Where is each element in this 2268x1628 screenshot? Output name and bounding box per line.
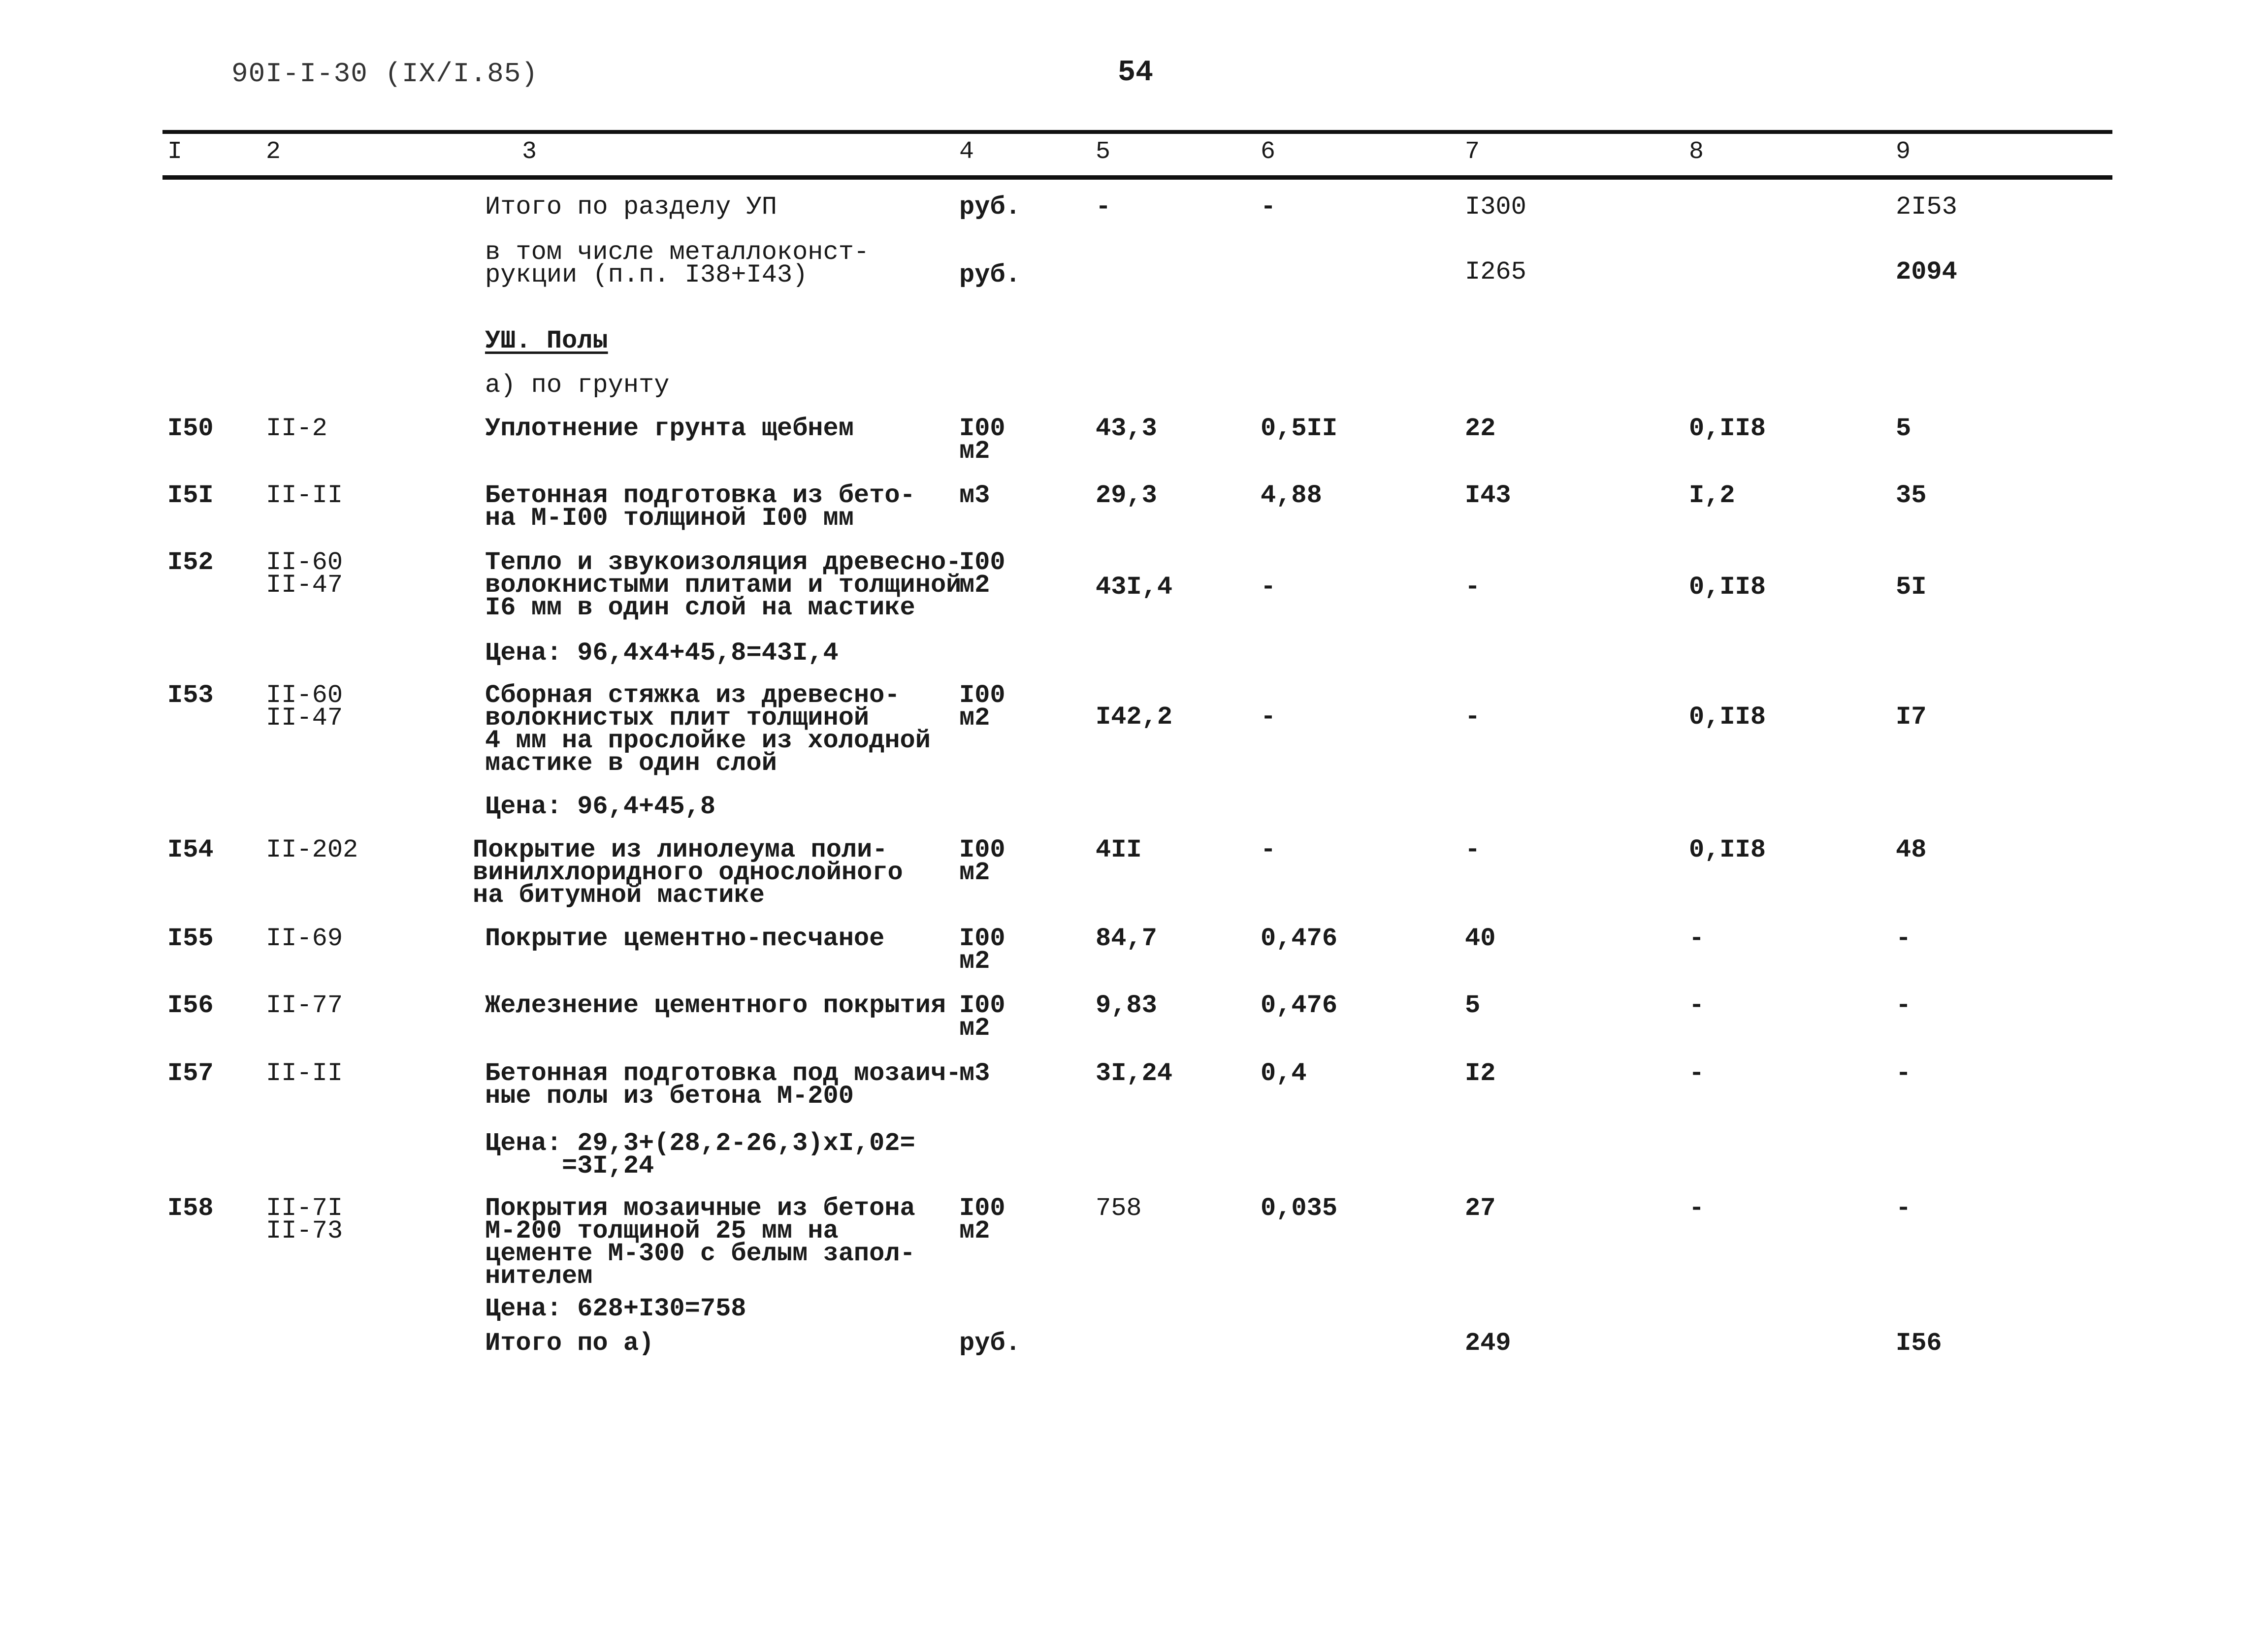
row-number: I55 xyxy=(167,924,214,953)
price-note: Цена: 628+I30=758 xyxy=(485,1294,746,1323)
document-code: 90I-I-30 (IX/I.85) xyxy=(231,58,538,90)
row-price: - xyxy=(1096,192,1111,222)
row-code: II-2 xyxy=(266,414,327,443)
page-header xyxy=(0,49,2268,94)
row-unit: I00 м2 xyxy=(959,681,1005,733)
row-price: 43,3 xyxy=(1096,414,1157,443)
row-unit: I00 м2 xyxy=(959,1194,1005,1245)
row-labor: 0,476 xyxy=(1261,924,1338,953)
row-total-labor: I7 xyxy=(1896,702,1927,732)
row-total: - xyxy=(1465,573,1481,602)
row-code: II-7I II-73 xyxy=(266,1194,343,1245)
row-price: 4II xyxy=(1096,835,1142,864)
column-headers xyxy=(0,136,2268,175)
row-labor: 4,88 xyxy=(1261,481,1322,510)
row-labor-unit: - xyxy=(1689,924,1705,953)
row-labor-unit: - xyxy=(1689,991,1705,1020)
row-labor: 0,5II xyxy=(1261,414,1338,443)
row-labor: - xyxy=(1261,702,1276,732)
row-price: 84,7 xyxy=(1096,924,1157,953)
row-total-labor: - xyxy=(1896,1059,1912,1088)
row-labor: 0,476 xyxy=(1261,991,1338,1020)
row-code: II-60 II-47 xyxy=(266,681,343,733)
row-total: 22 xyxy=(1465,414,1496,443)
column-header: 2 xyxy=(266,138,281,166)
row-total: I2 xyxy=(1465,1059,1496,1088)
row-total-labor: 5 xyxy=(1896,414,1912,443)
row-price: 9,83 xyxy=(1096,991,1157,1020)
row-code: II-60 II-47 xyxy=(266,548,343,600)
row-total: 249 xyxy=(1465,1329,1511,1358)
row-description: Покрытие из линолеума поли- винилхлоридного однослойного на битумной мастике xyxy=(473,835,903,910)
row-labor: 0,4 xyxy=(1261,1059,1307,1088)
row-description: Итого по разделу УП xyxy=(485,192,777,222)
row-total: I43 xyxy=(1465,481,1511,510)
row-total: 40 xyxy=(1465,924,1496,953)
row-description: Железнение цементного покрытия xyxy=(485,991,946,1020)
row-code: II-77 xyxy=(266,991,343,1020)
row-total-labor: 5I xyxy=(1896,573,1927,602)
row-total-labor: - xyxy=(1896,924,1912,953)
row-total-labor: - xyxy=(1896,991,1912,1020)
row-code: II-202 xyxy=(266,835,358,864)
row-unit: I00 м2 xyxy=(959,835,1005,887)
row-number: I5I xyxy=(167,481,214,510)
row-unit: I00 м2 xyxy=(959,548,1005,600)
row-total-labor: I56 xyxy=(1896,1329,1942,1358)
row-labor-unit: 0,II8 xyxy=(1689,835,1766,864)
row-description: в том числе металлоконст- рукции (п.п. I38+I43) xyxy=(485,238,870,289)
row-description: Покрытия мозаичные из бетона М-200 толщиной 25 мм на цементе М-300 с белым запол- нителем xyxy=(485,1194,915,1291)
row-price: 758 xyxy=(1096,1194,1142,1223)
row-number: I56 xyxy=(167,991,214,1020)
row-labor-unit: 0,II8 xyxy=(1689,702,1766,732)
row-labor: - xyxy=(1261,192,1276,222)
row-labor-unit: - xyxy=(1689,1194,1705,1223)
column-header: 8 xyxy=(1689,138,1704,166)
row-description: Итого по а) xyxy=(485,1329,654,1358)
row-number: I57 xyxy=(167,1059,214,1088)
row-code: II-69 xyxy=(266,924,343,953)
page-number: 54 xyxy=(1118,56,1154,90)
row-labor-unit: 0,II8 xyxy=(1689,414,1766,443)
row-total: - xyxy=(1465,702,1481,732)
row-unit: руб. xyxy=(959,192,1021,222)
row-description: Бетонная подготовка из бето- на М-I00 толщиной I00 мм xyxy=(485,481,915,533)
row-unit: м3 xyxy=(959,481,990,510)
price-note: Цена: 96,4х4+45,8=43I,4 xyxy=(485,638,839,668)
row-unit: I00 м2 xyxy=(959,924,1005,976)
price-note: Цена: 29,3+(28,2-26,3)хI,02= =3I,24 xyxy=(485,1129,915,1181)
row-total-labor: 2094 xyxy=(1896,257,1957,287)
row-total-labor: 35 xyxy=(1896,481,1927,510)
column-header: 9 xyxy=(1896,138,1911,166)
row-price: 29,3 xyxy=(1096,481,1157,510)
row-price: 43I,4 xyxy=(1096,573,1173,602)
row-total-labor: - xyxy=(1896,1194,1912,1223)
row-labor-unit: I,2 xyxy=(1689,481,1735,510)
row-unit: I00 м2 xyxy=(959,414,1005,466)
row-description: Бетонная подготовка под мозаич- ные полы из бетона М-200 xyxy=(485,1059,962,1111)
row-number: I58 xyxy=(167,1194,214,1223)
row-total: 27 xyxy=(1465,1194,1496,1223)
row-code: II-II xyxy=(266,481,343,510)
table-header-rule xyxy=(162,175,2112,180)
section-title: УШ. Полы xyxy=(485,326,608,355)
row-total-labor: 2I53 xyxy=(1896,192,1957,222)
row-number: I50 xyxy=(167,414,214,443)
row-total: I300 xyxy=(1465,192,1526,222)
row-labor-unit: 0,II8 xyxy=(1689,573,1766,602)
row-code: II-II xyxy=(266,1059,343,1088)
row-unit: руб. xyxy=(959,1329,1021,1358)
row-total: 5 xyxy=(1465,991,1481,1020)
row-labor: 0,035 xyxy=(1261,1194,1338,1223)
price-note: Цена: 96,4+45,8 xyxy=(485,792,716,821)
row-number: I52 xyxy=(167,548,214,577)
row-price: I42,2 xyxy=(1096,702,1173,732)
row-total: I265 xyxy=(1465,257,1526,287)
table-top-rule xyxy=(162,130,2112,134)
column-header: I xyxy=(167,138,183,166)
row-labor-unit: - xyxy=(1689,1059,1705,1088)
row-number: I54 xyxy=(167,835,214,864)
column-header: 6 xyxy=(1261,138,1276,166)
column-header: 5 xyxy=(1096,138,1111,166)
row-description: Уплотнение грунта щебнем xyxy=(485,414,854,443)
row-description: Сборная стяжка из древесно- волокнистых плит толщиной 4 мм на прослойке из холодной мастике в один слой xyxy=(485,681,931,778)
row-unit: I00 м2 xyxy=(959,991,1005,1043)
column-header: 7 xyxy=(1465,138,1480,166)
row-labor: - xyxy=(1261,573,1276,602)
row-total-labor: 48 xyxy=(1896,835,1927,864)
row-unit: руб. xyxy=(959,260,1021,289)
row-price: 3I,24 xyxy=(1096,1059,1173,1088)
column-header: 3 xyxy=(522,138,537,166)
row-description: Тепло и звукоизоляция древесно- волокнистыми плитами и толщиной I6 мм в один слой на мастике xyxy=(485,548,962,622)
column-header: 4 xyxy=(959,138,974,166)
row-unit: м3 xyxy=(959,1059,990,1088)
subsection-title: а) по грунту xyxy=(485,371,670,400)
row-description: Покрытие цементно-песчаное xyxy=(485,924,885,953)
row-total: - xyxy=(1465,835,1481,864)
row-labor: - xyxy=(1261,835,1276,864)
row-number: I53 xyxy=(167,681,214,710)
